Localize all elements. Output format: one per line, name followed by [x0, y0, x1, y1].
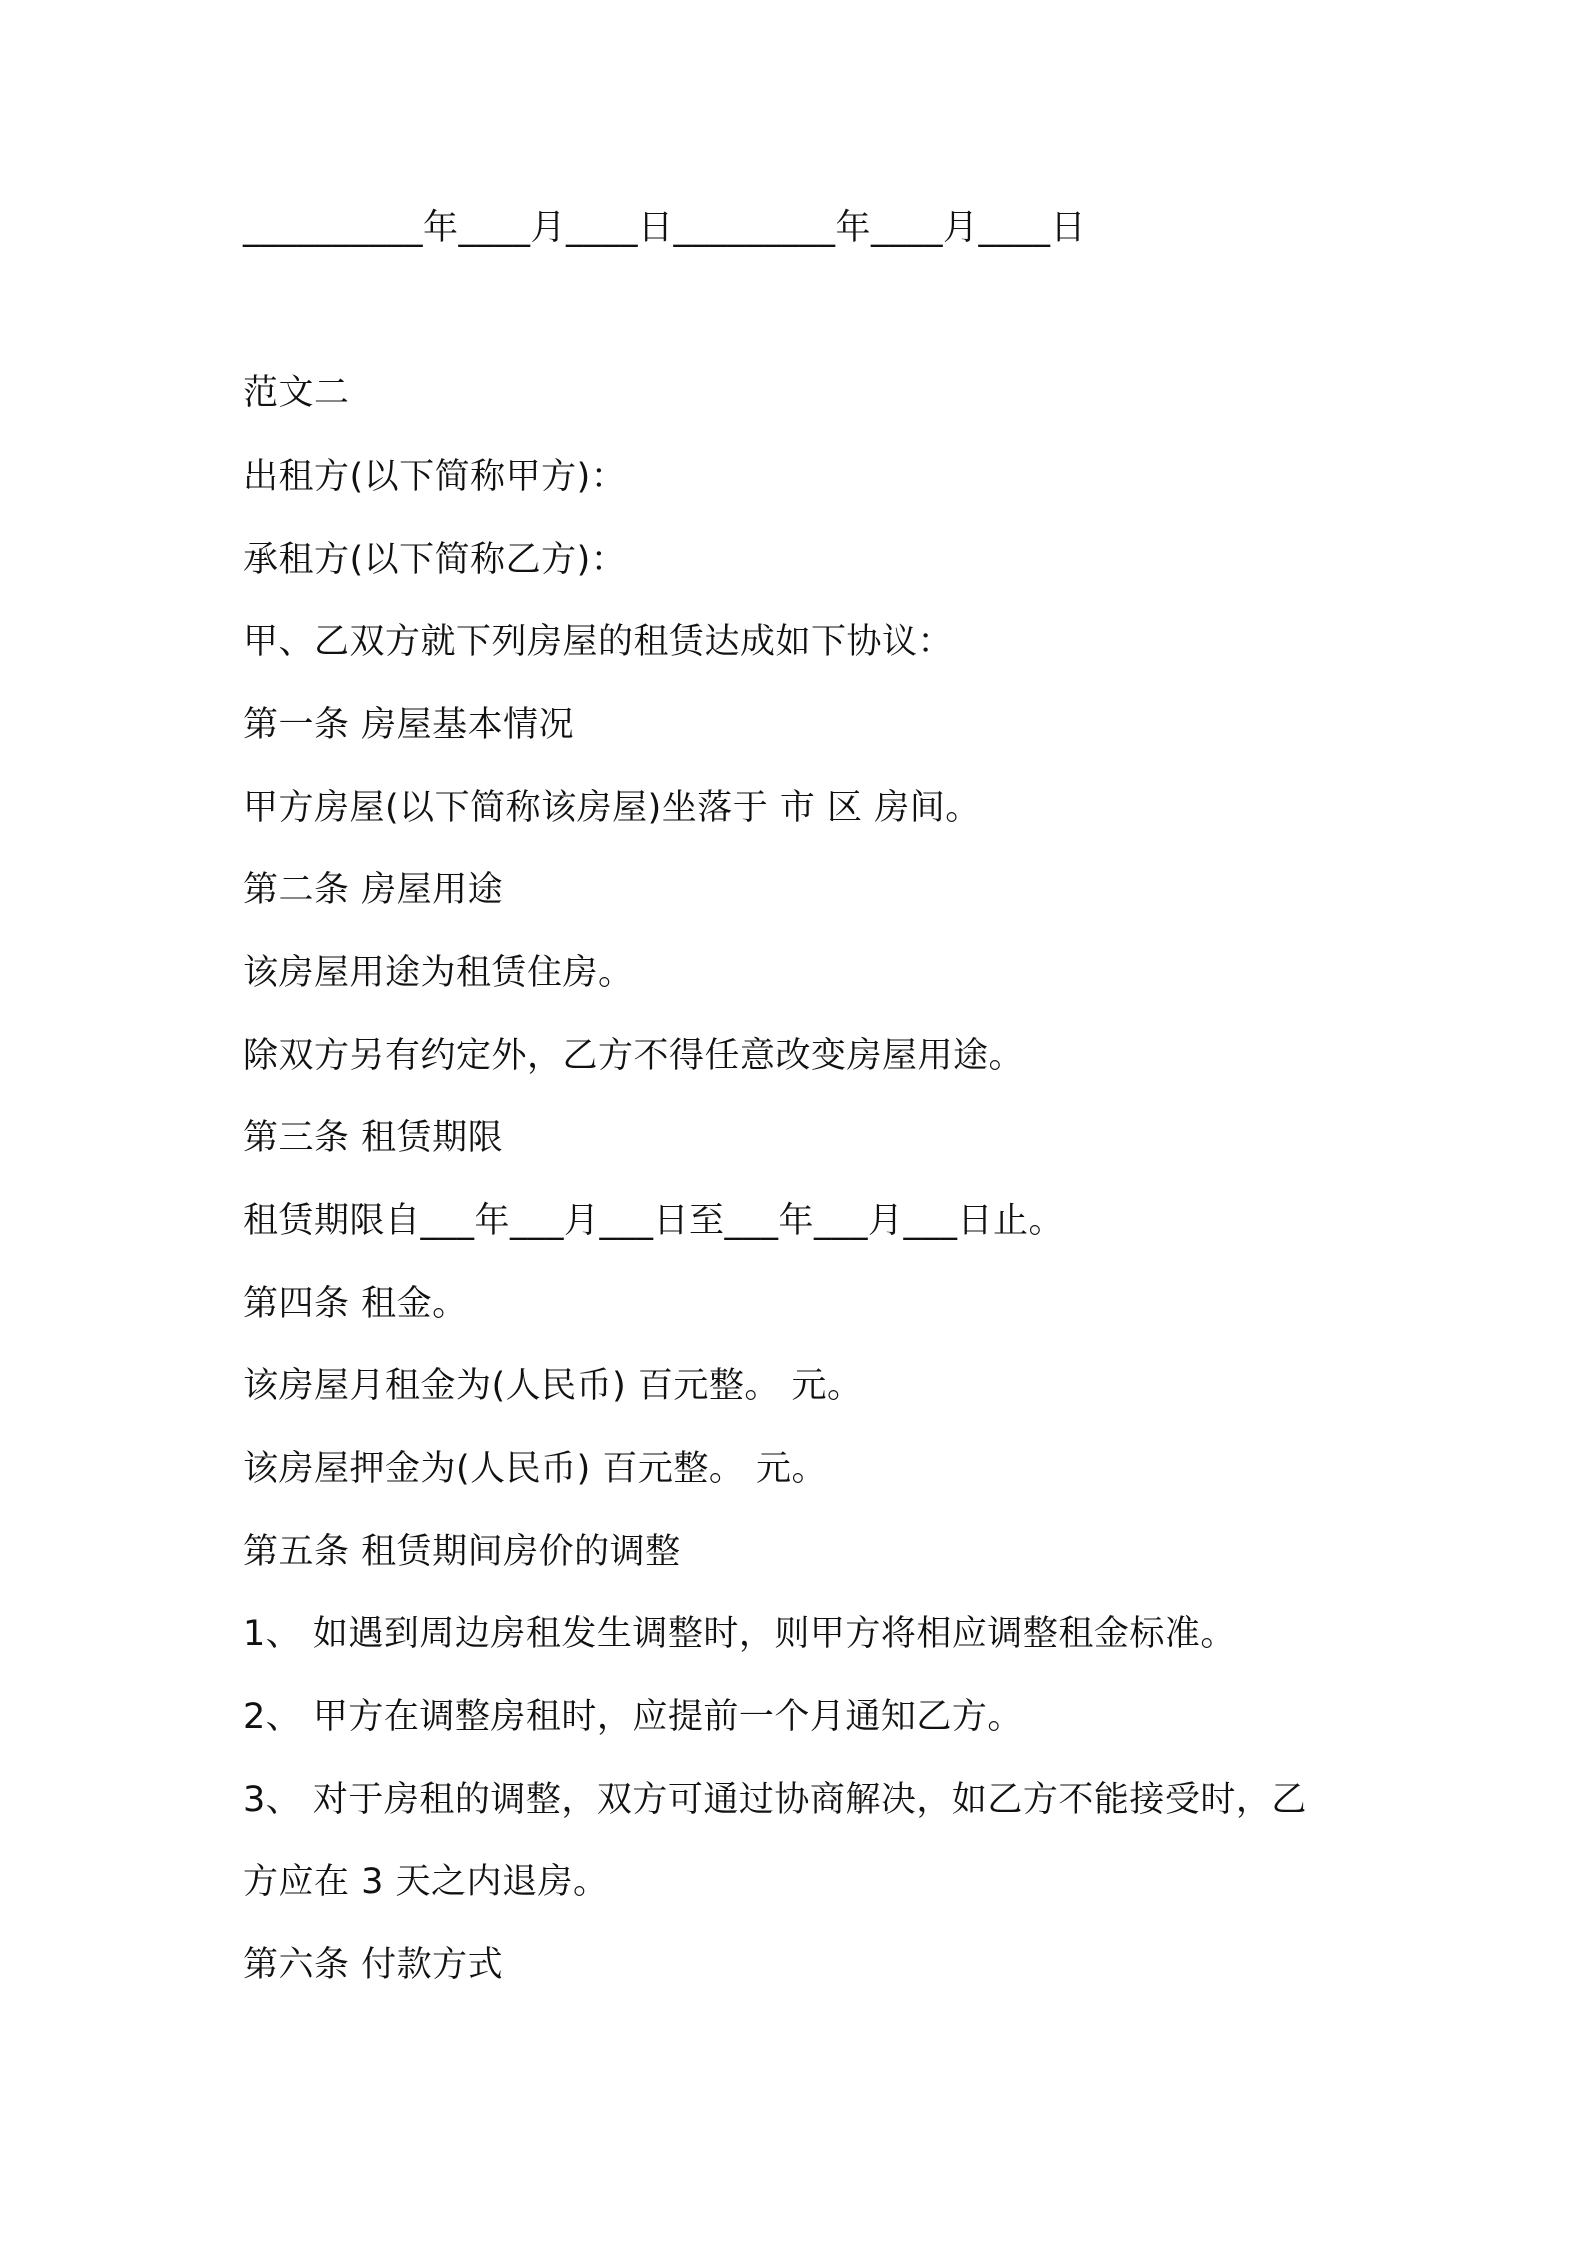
- article-5-item-3-cont: 方应在 3 天之内退房。: [243, 1862, 609, 1902]
- article-3-text: 租赁期限自___年___月___日至___年___月___日止。: [243, 1201, 1065, 1241]
- article-1-heading: 第一条 房屋基本情况: [243, 705, 575, 745]
- article-3-heading: 第三条 租赁期限: [243, 1118, 504, 1158]
- article-5-heading: 第五条 租赁期间房价的调整: [243, 1532, 681, 1572]
- article-4-rent: 该房屋月租金为(人民币) 百元整。 元。: [243, 1366, 863, 1406]
- signature-date-line: __________年____月____日_________年____月____日: [243, 208, 1087, 248]
- article-2-text-2: 除双方另有约定外，乙方不得任意改变房屋用途。: [243, 1036, 1025, 1076]
- article-2-heading: 第二条 房屋用途: [243, 870, 504, 910]
- article-1-text: 甲方房屋(以下简称该房屋)坐落于 市 区 房间。: [243, 788, 981, 828]
- article-5-item-2: 2、 甲方在调整房租时，应提前一个月通知乙方。: [243, 1697, 1023, 1737]
- article-6-heading: 第六条 付款方式: [243, 1945, 504, 1985]
- agreement-intro: 甲、乙双方就下列房屋的租赁达成如下协议：: [243, 622, 954, 662]
- article-5-item-3: 3、 对于房租的调整，双方可通过协商解决，如乙方不能接受时，乙: [243, 1780, 1307, 1820]
- lessee-line: 承租方(以下简称乙方)：: [243, 540, 627, 580]
- article-2-text-1: 该房屋用途为租赁住房。: [243, 953, 634, 993]
- article-4-heading: 第四条 租金。: [243, 1284, 468, 1324]
- article-5-item-1: 1、 如遇到周边房租发生调整时，则甲方将相应调整租金标准。: [243, 1614, 1236, 1654]
- lessor-line: 出租方(以下简称甲方)：: [243, 457, 627, 497]
- section-title: 范文二: [243, 373, 350, 413]
- article-4-deposit: 该房屋押金为(人民币) 百元整。 元。: [243, 1449, 828, 1489]
